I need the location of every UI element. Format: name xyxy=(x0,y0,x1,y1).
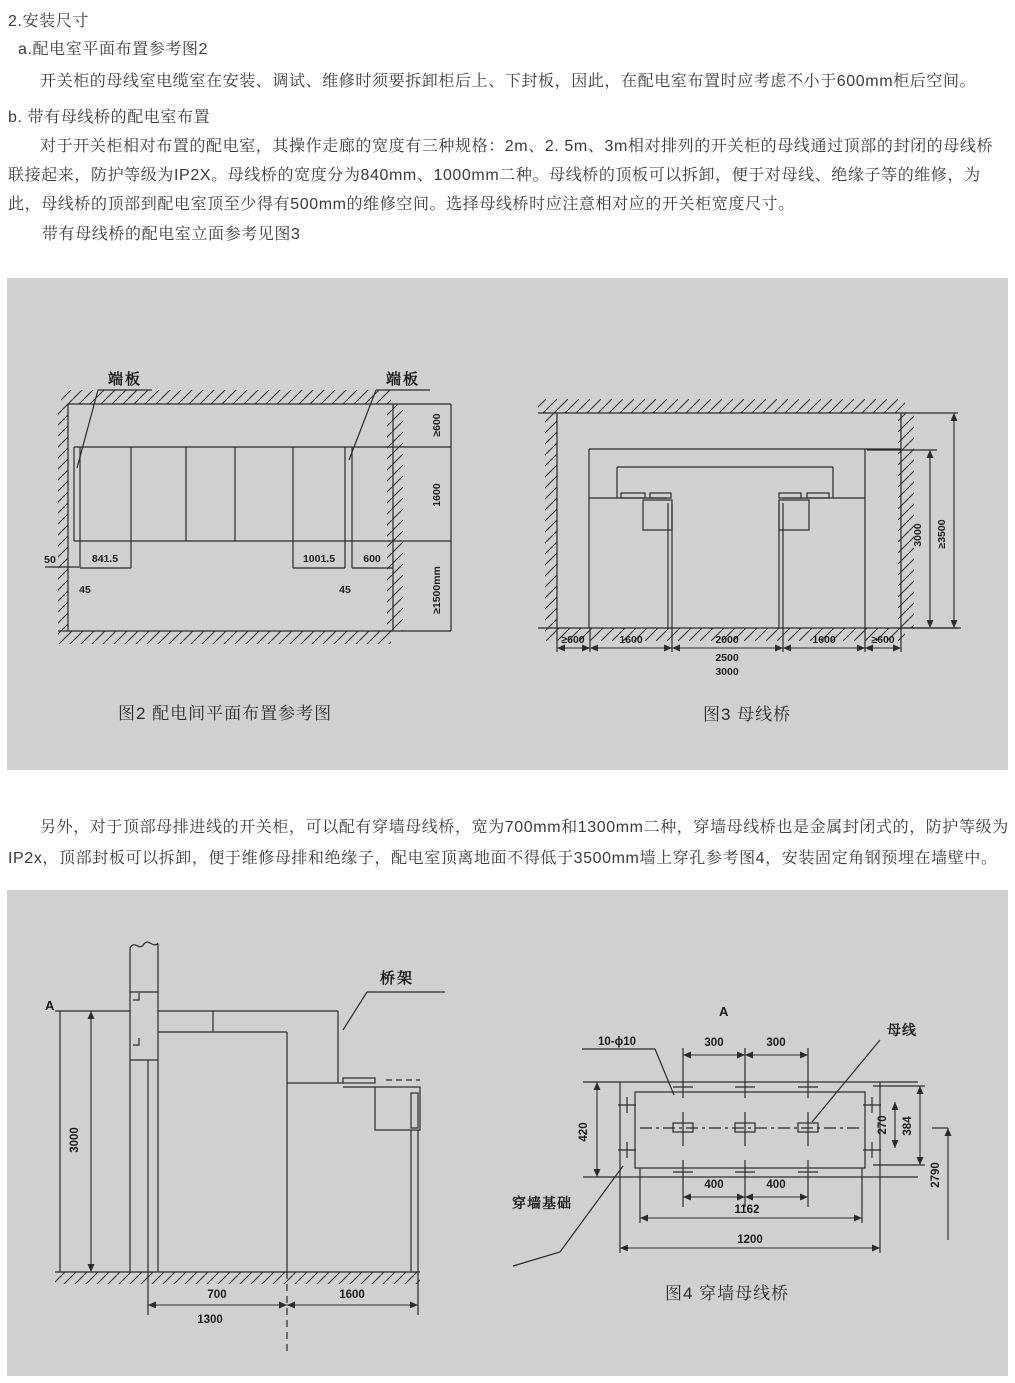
fig2-dim-50: 50 xyxy=(44,554,56,566)
fig2-dim-600: 600 xyxy=(363,553,381,565)
fig2-fig3-drawing xyxy=(7,278,1008,770)
fig2-dim-1001: 1001.5 xyxy=(302,553,336,565)
fig4-holes-label: 10-ϕ10 xyxy=(597,1036,637,1048)
fig2-dim-45-right: 45 xyxy=(339,584,351,596)
fig3-dimension-lines xyxy=(557,413,954,648)
fig4-dim-400-1: 400 xyxy=(704,1179,724,1191)
fig4-dim-1200: 1200 xyxy=(737,1234,763,1246)
fig2-dim-45-left: 45 xyxy=(79,584,91,596)
fig4-linework xyxy=(513,1040,948,1266)
fig4-caption: 图4 穿墙母线桥 xyxy=(665,1284,790,1303)
fig3-dim-bridge-height: 3000 xyxy=(912,523,924,547)
fig4-dim-384: 384 xyxy=(902,1116,914,1136)
fig3-wall-hatching xyxy=(538,399,914,641)
elev-dim-3000: 3000 xyxy=(69,1127,81,1153)
fig4-dim-400-2: 400 xyxy=(766,1179,786,1191)
fig3-dim-corridor: 2000 xyxy=(715,634,739,646)
fig4-dim-300-2: 300 xyxy=(766,1037,786,1049)
elev-floor-hatching xyxy=(55,1272,420,1284)
fig3-linework xyxy=(538,413,961,652)
paragraph-a: 开关柜的母线室电缆室在安装、调试、维修时须要拆卸柜后上、下封板，因此，在配电室布置时应考虑不小于600mm柜后空间。 xyxy=(40,73,977,90)
subsection-a: a.配电室平面布置参考图2 xyxy=(18,41,209,58)
elev-dim-1600: 1600 xyxy=(339,1289,365,1301)
fig3-dim-right-cab: 1600 xyxy=(812,634,836,646)
fig4-foundation-label: 穿墙基础 xyxy=(512,1195,572,1211)
fig3-caption: 图3 母线桥 xyxy=(703,705,792,724)
fig2-endplate-right-label: 端板 xyxy=(385,371,421,388)
fig4-dim-2790: 2790 xyxy=(930,1162,942,1188)
fig4-busbar-label: 母线 xyxy=(887,1022,917,1038)
fig3-dim-corridor-alt1: 2500 xyxy=(715,652,739,664)
fig3-dim-corridor-alt2: 3000 xyxy=(715,666,739,678)
elev-dim-1300: 1300 xyxy=(197,1314,223,1326)
fig2-wall-hatching xyxy=(58,390,403,644)
fig4-dim-1162: 1162 xyxy=(734,1204,760,1216)
fig2-dim-841: 841.5 xyxy=(91,553,119,565)
elev-section-a-label: A xyxy=(45,998,55,1013)
fig4-dim-300-1: 300 xyxy=(704,1037,724,1049)
fig3-dim-left-cab: 1600 xyxy=(619,634,643,646)
paragraph-b: 对于开关柜相对布置的配电室，其操作走廊的宽度有三种规格：2m、2. 5m、3m相对排列的开关柜的母线通过顶部的封闭的母线桥联接起来，防护等级为IP2X。母线桥的宽度分为840mm、1000mm二种。母线桥的顶板可以拆卸，便于对母线、绝缘子等的维修，为此，母线桥的顶部到配电室顶至少得有500mm的维修空间。选择母线桥时应注意相对应的开关柜宽度尺寸。 xyxy=(8,138,994,213)
elev-bridge-label: 桥架 xyxy=(379,970,415,987)
fig2-dim-rear: ≥600 xyxy=(431,413,443,437)
fig4-dim-270: 270 xyxy=(877,1115,889,1135)
figure-panel-bottom xyxy=(7,890,1008,1376)
elevation-fig4-drawing xyxy=(7,890,1008,1376)
fig3-dim-right-gap: ≥600 xyxy=(871,634,895,646)
fig3-dim-left-gap: ≥600 xyxy=(561,634,585,646)
fig4-dimension-lines xyxy=(597,1055,948,1248)
paragraph-c: 另外，对于顶部母排进线的开关柜，可以配有穿墙母线桥，宽为700mm和1300mm二种，穿墙母线桥也是金属封闭式的，防护等级为IP2x，顶部封板可以拆卸，便于维修母排和绝缘子，配电室顶离地面不得低于3500mm墙上穿孔参考图4，安装固定角钢预埋在墙壁中。 xyxy=(8,819,1009,867)
elev-dim-700: 700 xyxy=(207,1289,227,1301)
elev-dimension-lines xyxy=(91,1011,418,1305)
fig2-dim-depth: 1600 xyxy=(431,483,443,507)
section-title: 2.安装尺寸 xyxy=(8,13,89,30)
fig2-dim-corridor: ≥1500mm xyxy=(431,566,443,614)
fig4-section-a-label: A xyxy=(719,1004,729,1019)
figure-panel-top xyxy=(7,278,1008,770)
subsection-b: b. 带有母线桥的配电室布置 xyxy=(8,109,211,126)
fig2-caption: 图2 配电间平面布置参考图 xyxy=(118,704,333,723)
fig4-dim-420: 420 xyxy=(578,1122,590,1142)
paragraph-b2: 带有母线桥的配电室立面参考见图3 xyxy=(42,226,301,243)
fig3-dim-room-height: ≥3500 xyxy=(936,519,948,549)
elev-linework xyxy=(55,942,445,1352)
fig2-endplate-left-label: 端板 xyxy=(107,371,143,388)
